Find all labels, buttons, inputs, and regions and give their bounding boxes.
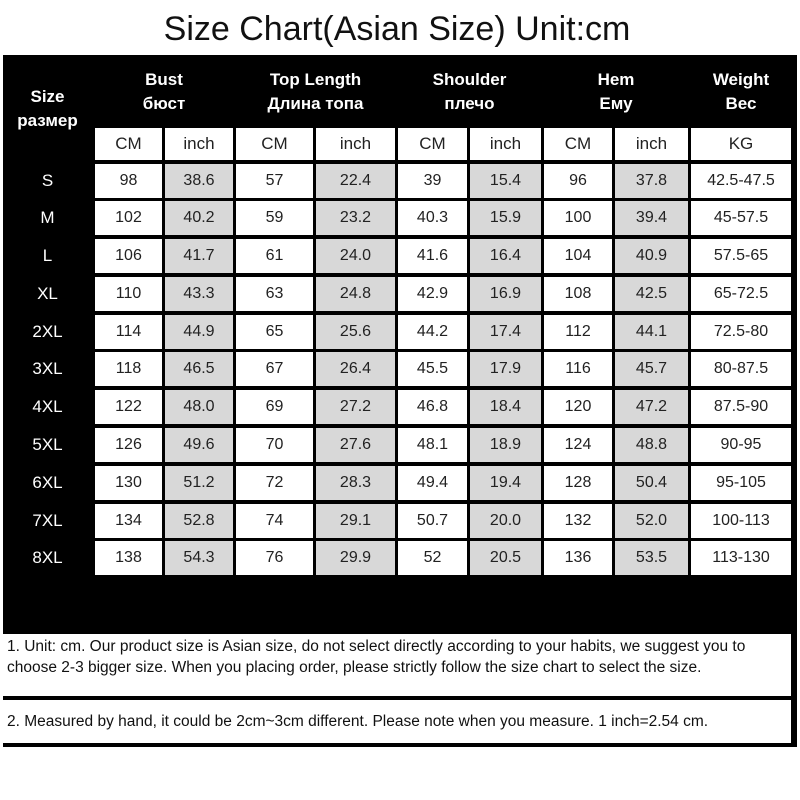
table-cell: 52.8 [165,504,233,538]
table-cell: 138 [95,541,162,575]
unit-label: inch [470,128,541,160]
header-top_length [236,58,395,125]
header-hem-label: Ему [599,93,633,113]
table-cell: 17.9 [470,352,541,386]
table-cell: 24.8 [316,277,395,311]
table-cell: 49.4 [398,466,467,500]
table-cell: 100-113 [691,504,791,538]
header-weight-label: Weight [712,69,770,89]
table-cell: 29.9 [316,541,395,575]
row-size-label: 5XL [32,435,63,454]
table-cell: 113-130 [691,541,791,575]
table-cell: 100 [544,201,612,235]
header-weight [691,58,791,125]
table-cell: 54.3 [165,541,233,575]
table-cell: 120 [544,390,612,424]
table-cell: 87.5-90 [691,390,791,424]
table-cell: 134 [95,504,162,538]
header-top_length-label: Top Length [269,69,362,89]
table-cell: 65-72.5 [691,277,791,311]
table-cell: 20.5 [470,541,541,575]
table-cell: 48.8 [615,428,688,462]
table-cell: 16.9 [470,277,541,311]
table-cell: 65 [236,315,313,349]
table-cell: 41.6 [398,239,467,273]
header-shoulder-label: плечо [444,93,495,113]
table-cell: 52 [398,541,467,575]
unit-label: CM [544,128,612,160]
table-cell: 98 [95,164,162,198]
header-hem [544,58,688,125]
table-cell: 15.9 [470,201,541,235]
row-size-label: M [40,208,55,227]
table-cell: 104 [544,239,612,273]
table-cell: 44.2 [398,315,467,349]
table-cell: 96 [544,164,612,198]
table-cell: 20.0 [470,504,541,538]
table-cell: 130 [95,466,162,500]
table-cell: 24.0 [316,239,395,273]
table-cell: 59 [236,201,313,235]
table-cell: 48.1 [398,428,467,462]
unit-label: CM [95,128,162,160]
table-cell: 114 [95,315,162,349]
header-bust [95,58,233,125]
table-cell: 61 [236,239,313,273]
row-size-label: 4XL [32,397,63,416]
table-cell: 45.7 [615,352,688,386]
row-size-label: L [42,246,53,265]
table-cell: 116 [544,352,612,386]
table-cell: 136 [544,541,612,575]
table-cell: 49.6 [165,428,233,462]
table-cell: 41.7 [165,239,233,273]
table-cell: 44.1 [615,315,688,349]
unit-label: inch [316,128,395,160]
header-top_length-label: Длина топа [267,93,364,113]
row-size-label: 8XL [32,548,63,567]
table-cell: 37.8 [615,164,688,198]
table-cell: 44.9 [165,315,233,349]
table-cell: 67 [236,352,313,386]
table-cell: 47.2 [615,390,688,424]
table-cell: 51.2 [165,466,233,500]
table-cell: 76 [236,541,313,575]
table-cell: 28.3 [316,466,395,500]
note-1: 1. Unit: cm. Our product size is Asian size, do not select directly according to your habits, we suggest you to choose 2-3 bigger size. When you placing order, please strictly follow the size chart to select the size. [3,634,791,696]
table-cell: 45.5 [398,352,467,386]
table-cell: 132 [544,504,612,538]
header-bust-label: бюст [142,93,186,113]
table-cell: 46.8 [398,390,467,424]
header-size-label: размер [17,111,78,130]
table-cell: 124 [544,428,612,462]
table-cell: 112 [544,315,612,349]
table-cell: 18.9 [470,428,541,462]
table-cell: 18.4 [470,390,541,424]
row-size-label: 6XL [32,473,63,492]
table-cell: 16.4 [470,239,541,273]
note-2: 2. Measured by hand, it could be 2cm~3cm different. Please note when you measure. 1 inch=2.54 cm. [3,700,791,743]
header-shoulder-label: Shoulder [432,69,507,89]
header-size-label: Size [30,87,65,106]
chart-title: Size Chart(Asian Size) Unit:cm [3,3,791,55]
table-cell: 57.5-65 [691,239,791,273]
table-cell: 70 [236,428,313,462]
header-shoulder [398,58,541,125]
table-cell: 27.6 [316,428,395,462]
table-cell: 53.5 [615,541,688,575]
table-cell: 40.3 [398,201,467,235]
table-cell: 122 [95,390,162,424]
table-cell: 72 [236,466,313,500]
header-bust-label: Bust [145,69,183,89]
header-hem-label: Hem [597,69,635,89]
table-cell: 74 [236,504,313,538]
table-cell: 42.9 [398,277,467,311]
table-cell: 26.4 [316,352,395,386]
unit-label: inch [165,128,233,160]
table-cell: 128 [544,466,612,500]
table-cell: 42.5-47.5 [691,164,791,198]
table-cell: 40.9 [615,239,688,273]
table-cell: 22.4 [316,164,395,198]
row-size-label: 7XL [32,511,63,530]
table-cell: 42.5 [615,277,688,311]
table-cell: 80-87.5 [691,352,791,386]
unit-label: CM [398,128,467,160]
row-size-label: 3XL [32,359,63,378]
unit-label: inch [615,128,688,160]
table-cell: 126 [95,428,162,462]
table-cell: 27.2 [316,390,395,424]
table-cell: 29.1 [316,504,395,538]
header-weight-label: Вес [725,93,757,113]
table-cell: 63 [236,277,313,311]
table-cell: 50.4 [615,466,688,500]
table-cell: 102 [95,201,162,235]
row-size-label: S [41,171,54,190]
table-cell: 43.3 [165,277,233,311]
table-cell: 15.4 [470,164,541,198]
table-cell: 40.2 [165,201,233,235]
table-cell: 25.6 [316,315,395,349]
table-cell: 72.5-80 [691,315,791,349]
table-cell: 23.2 [316,201,395,235]
table-cell: 45-57.5 [691,201,791,235]
unit-label: KG [691,128,791,160]
table-cell: 39.4 [615,201,688,235]
table-cell: 95-105 [691,466,791,500]
table-cell: 52.0 [615,504,688,538]
table-cell: 110 [95,277,162,311]
row-size-label: 2XL [32,322,63,341]
table-cell: 50.7 [398,504,467,538]
table-cell: 57 [236,164,313,198]
table-cell: 46.5 [165,352,233,386]
table-cell: 17.4 [470,315,541,349]
header-size [3,58,92,160]
row-size-label: XL [37,284,58,303]
table-cell: 69 [236,390,313,424]
table-cell: 118 [95,352,162,386]
table-cell: 90-95 [691,428,791,462]
table-cell: 38.6 [165,164,233,198]
table-cell: 106 [95,239,162,273]
table-cell: 19.4 [470,466,541,500]
table-cell: 39 [398,164,467,198]
unit-label: CM [236,128,313,160]
table-cell: 48.0 [165,390,233,424]
table-cell: 108 [544,277,612,311]
